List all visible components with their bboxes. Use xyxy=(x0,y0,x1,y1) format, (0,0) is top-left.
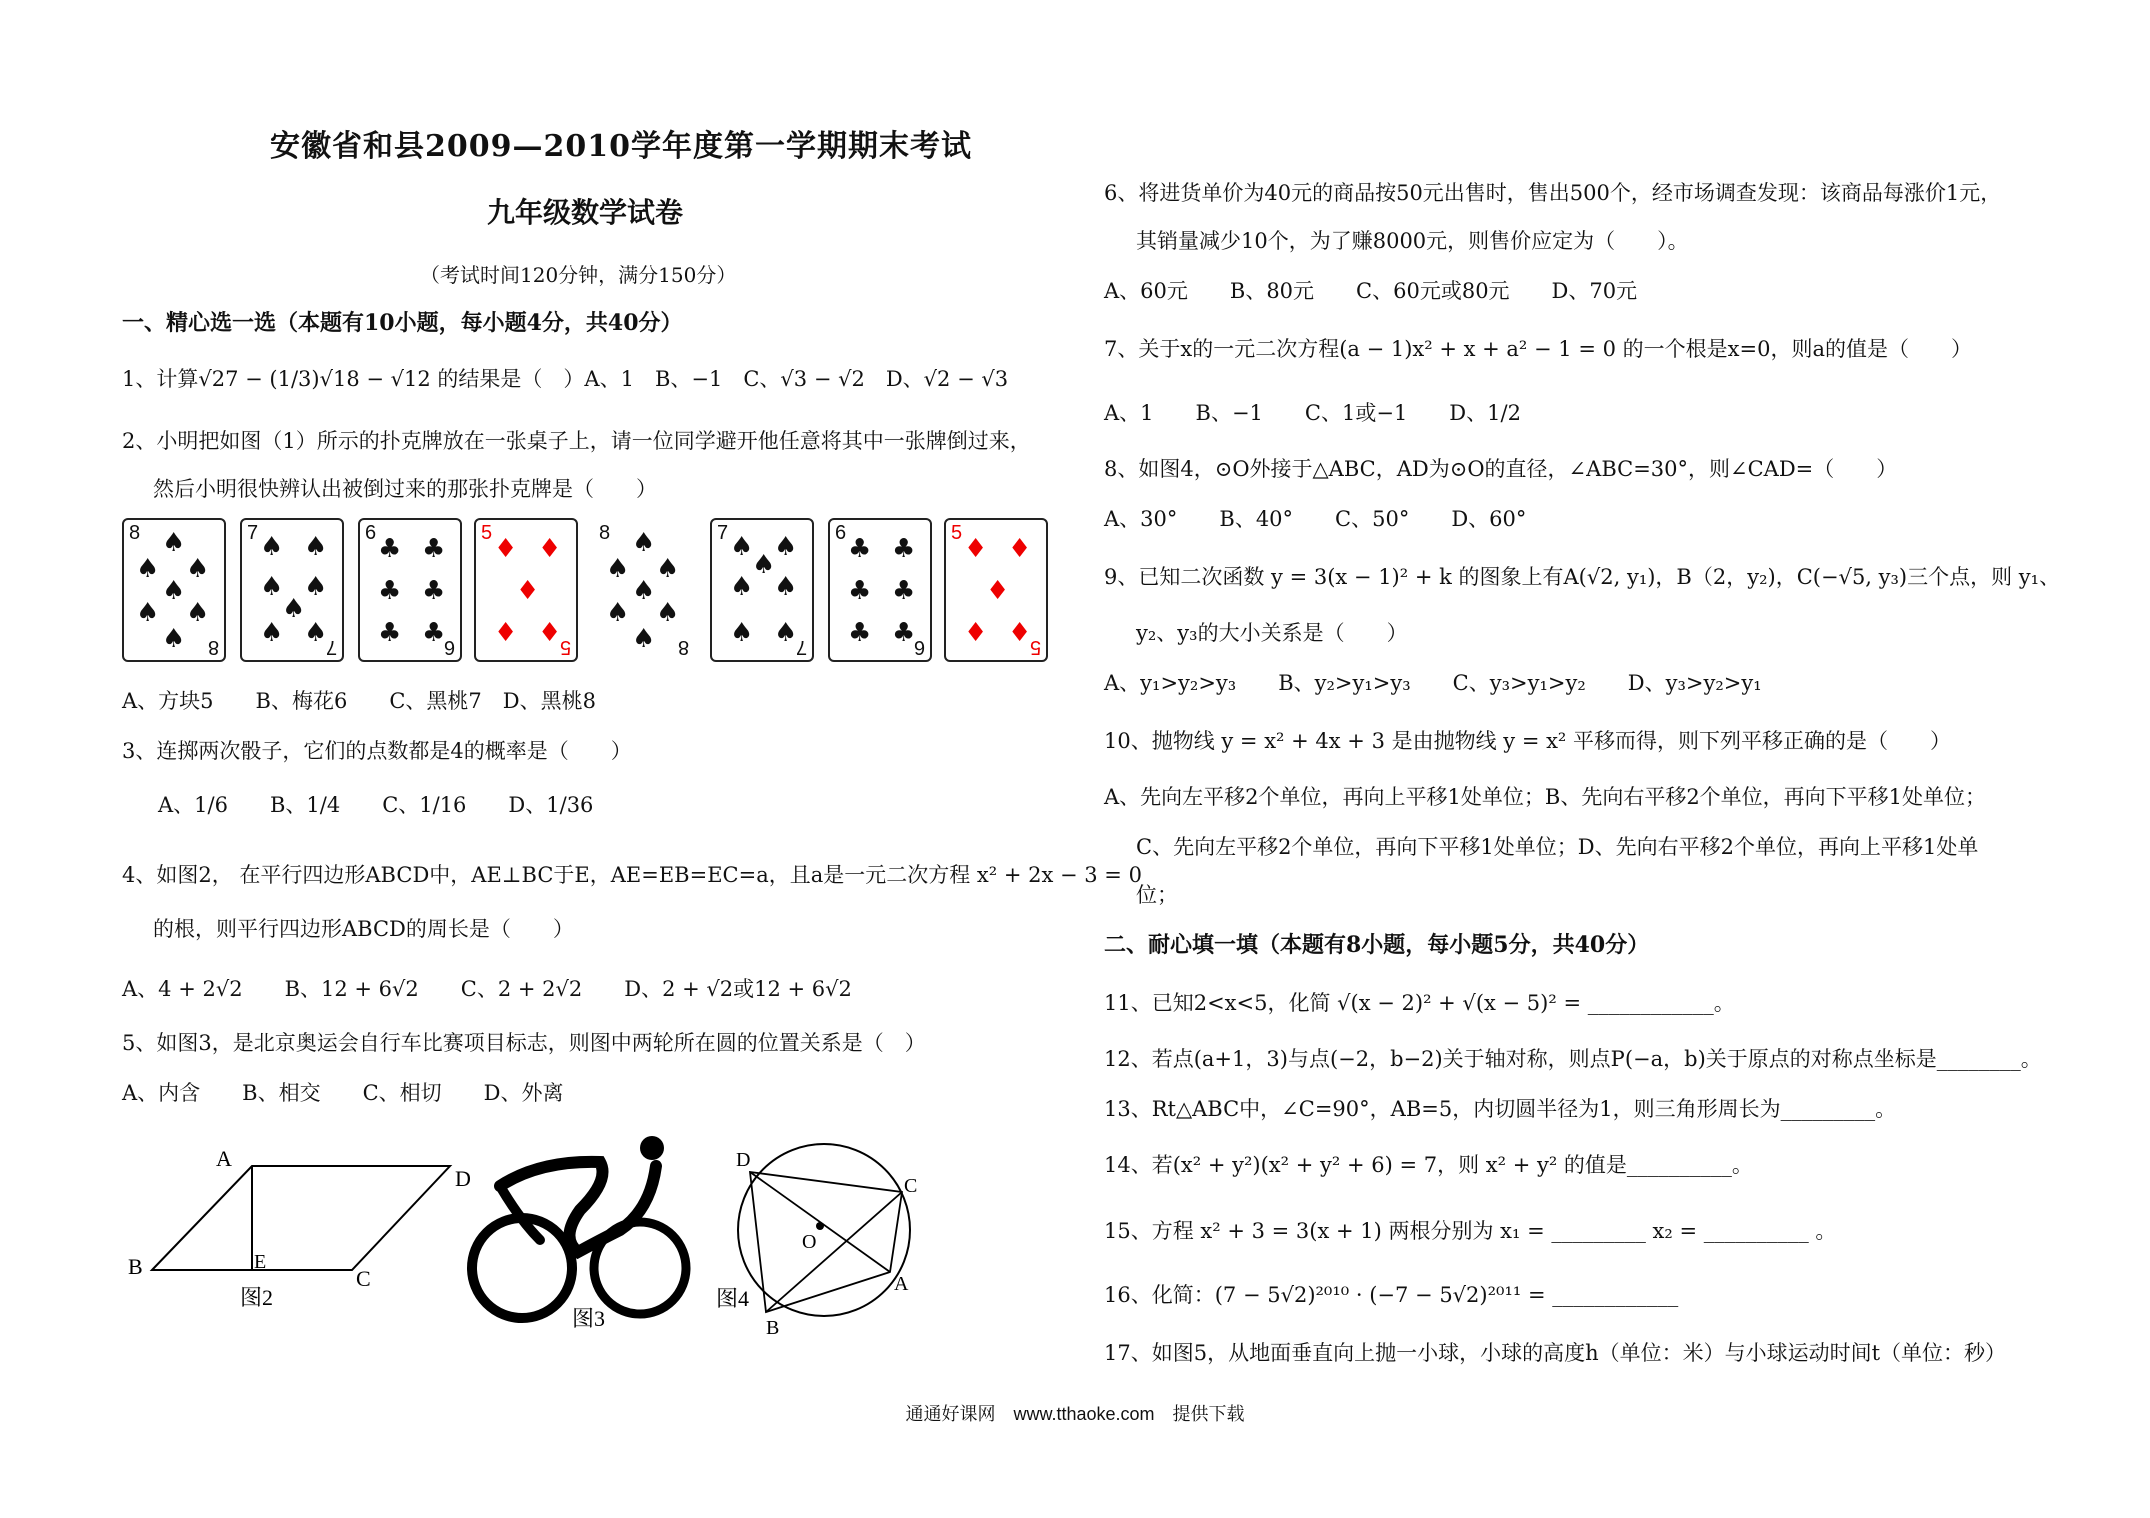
card-spade-7: 7 ♠ ♠ ♠ ♠ ♠ ♠ ♠ 7 xyxy=(240,518,344,662)
question-3-options: A、1/6 B、1/4 C、1/16 D、1/36 xyxy=(158,793,594,817)
spade-icon: ♠ xyxy=(304,532,328,562)
club-icon: ♣ xyxy=(378,534,402,564)
diamond-icon: ♦ xyxy=(516,576,540,606)
label-A: A xyxy=(894,1273,909,1295)
section-2-heading: 二、耐心填一填（本题有8小题，每小题5分，共40分） xyxy=(1104,932,1650,958)
label-C: C xyxy=(356,1266,371,1291)
exam-subtitle: 九年级数学试卷 xyxy=(487,196,684,229)
question-15: 15、方程 x² + 3 = 3(x + 1) 两根分别为 x₁ = _________ x₂ = __________ 。 xyxy=(1104,1219,1837,1243)
cyclist-body xyxy=(500,1162,656,1252)
question-7: 7、关于x的一元二次方程(a − 1)x² + x + a² − 1 = 0 的一个根是x=0，则a的值是（ ） xyxy=(1104,337,1972,361)
footer-source: 通通好课网 www.tthaoke.com 提供下载 xyxy=(905,1404,1245,1424)
question-1: 1、计算√27 − (1/3)√18 − √12 的结果是（ ）A、1 B、−1 C、√3 − √2 D、√2 − √3 xyxy=(122,367,1009,391)
question-10: 10、抛物线 y = x² + 4x + 3 是由抛物线 y = x² 平移而得，则下列平移正确的是（ ） xyxy=(1104,729,1952,753)
figure-4-circle xyxy=(712,1130,932,1340)
club-icon: ♣ xyxy=(378,576,402,606)
question-2-options: A、方块5 B、梅花6 C、黑桃7 D、黑桃8 xyxy=(122,689,596,713)
club-icon: ♣ xyxy=(848,576,872,606)
spade-icon: ♠ xyxy=(162,576,186,606)
question-9-line2: y₂、y₃的大小关系是（ ） xyxy=(1136,621,1408,645)
figure-2-caption: 图2 xyxy=(240,1285,274,1310)
spade-icon: ♠ xyxy=(260,572,284,602)
question-6-line2: 其销量减少10个，为了赚8000元，则售价应定为（ ）。 xyxy=(1136,229,1689,253)
front-wheel xyxy=(472,1218,572,1318)
question-16: 16、化简：(7 − 5√2)²⁰¹⁰ · (−7 − 5√2)²⁰¹¹ = ____________ xyxy=(1104,1283,1679,1307)
figure-2-parallelogram xyxy=(120,1140,480,1320)
club-icon: ♣ xyxy=(378,618,402,648)
spade-icon: ♠ xyxy=(774,618,798,648)
question-5: 5、如图3，是北京奥运会自行车比赛项目标志，则图中两轮所在圆的位置关系是（ ） xyxy=(122,1031,926,1055)
club-icon: ♣ xyxy=(892,618,916,648)
exam-title: 安徽省和县2009—2010学年度第一学期期末考试 xyxy=(270,129,972,164)
spade-icon: ♠ xyxy=(260,618,284,648)
club-icon: ♣ xyxy=(892,534,916,564)
club-icon: ♣ xyxy=(848,618,872,648)
label-O: O xyxy=(802,1231,817,1253)
label-D: D xyxy=(736,1149,751,1171)
diamond-icon: ♦ xyxy=(1008,534,1032,564)
diamond-icon: ♦ xyxy=(964,618,988,648)
label-B: B xyxy=(128,1254,143,1279)
question-3: 3、连掷两次骰子，它们的点数都是4的概率是（ ） xyxy=(122,739,632,763)
spade-icon: ♠ xyxy=(730,618,754,648)
card-spade-8-copy: 8 ♠ ♠ ♠ ♠ ♠ ♠ ♠ 8 xyxy=(592,518,696,662)
figure-4-caption: 图4 xyxy=(716,1286,750,1311)
question-12: 12、若点(a+1，3)与点(−2，b−2)关于轴对称，则点P(−a，b)关于原点的对称点坐标是________。 xyxy=(1104,1047,2042,1071)
spade-icon: ♠ xyxy=(730,572,754,602)
figure-3-caption: 图3 xyxy=(572,1306,606,1331)
question-17: 17、如图5，从地面垂直向上抛一小球，小球的高度h（单位：米）与小球运动时间t（单位：秒） xyxy=(1104,1341,2007,1365)
question-13: 13、Rt△ABC中，∠C=90°，AB=5，内切圆半径为1，则三角形周长为_________。 xyxy=(1104,1097,1897,1121)
label-E: E xyxy=(254,1251,267,1273)
diamond-icon: ♦ xyxy=(538,618,562,648)
spade-icon: ♠ xyxy=(606,598,630,628)
card-diamond-5-copy: 5 ♦ ♦ ♦ ♦ ♦ 5 xyxy=(944,518,1048,662)
spade-icon: ♠ xyxy=(186,598,210,628)
card-diamond-5: 5 ♦ ♦ ♦ ♦ ♦ 5 xyxy=(474,518,578,662)
question-9-line1: 9、已知二次函数 y = 3(x − 1)² + k 的图象上有A(√2, y₁)，B（2，y₂)，C(−√5, y₃)三个点，则 y₁、 xyxy=(1104,565,2061,589)
diamond-icon: ♦ xyxy=(494,618,518,648)
question-4-line1: 4、如图2， 在平行四边形ABCD中，AE⊥BC于E，AE=EB=EC=a，且a是一元二次方程 x² + 2x − 3 = 0 xyxy=(122,863,1142,887)
section-1-heading: 一、精心选一选（本题有10小题，每小题4分，共40分） xyxy=(122,310,683,336)
question-7-options: A、1 B、−1 C、1或−1 D、1/2 xyxy=(1104,401,1521,425)
question-5-options: A、内含 B、相交 C、相切 D、外离 xyxy=(122,1081,564,1105)
card-club-6: 6 ♣ ♣ ♣ ♣ ♣ ♣ 6 xyxy=(358,518,462,662)
parallelogram-shape xyxy=(152,1166,450,1270)
label-A: A xyxy=(216,1146,232,1171)
spade-icon: ♠ xyxy=(632,624,656,654)
spade-icon: ♠ xyxy=(606,554,630,584)
diamond-icon: ♦ xyxy=(986,576,1010,606)
question-4-options: A、4 + 2√2 B、12 + 6√2 C、2 + 2√2 D、2 + √2或12 + 6√2 xyxy=(122,977,852,1001)
club-icon: ♣ xyxy=(422,534,446,564)
center-point xyxy=(816,1222,824,1230)
diamond-icon: ♦ xyxy=(538,534,562,564)
spade-icon: ♠ xyxy=(162,528,186,558)
club-icon: ♣ xyxy=(892,576,916,606)
spade-icon: ♠ xyxy=(774,572,798,602)
question-8: 8、如图4，⊙O外接于△ABC，AD为⊙O的直径，∠ABC=30°，则∠CAD=（ ） xyxy=(1104,457,1898,481)
spade-icon: ♠ xyxy=(136,598,160,628)
club-icon: ♣ xyxy=(422,618,446,648)
spade-icon: ♠ xyxy=(632,576,656,606)
diamond-icon: ♦ xyxy=(494,534,518,564)
question-8-options: A、30° B、40° C、50° D、60° xyxy=(1104,507,1527,531)
question-9-options: A、y₁>y₂>y₃ B、y₂>y₁>y₃ C、y₃>y₁>y₂ D、y₃>y₂>y₁ xyxy=(1104,671,1762,695)
label-C: C xyxy=(904,1175,918,1197)
spade-icon: ♠ xyxy=(136,554,160,584)
card-spade-8: 8 ♠ ♠ ♠ ♠ ♠ ♠ ♠ 8 xyxy=(122,518,226,662)
question-14: 14、若(x² + y²)(x² + y² + 6) = 7，则 x² + y² 的值是__________。 xyxy=(1104,1153,1753,1177)
spade-icon: ♠ xyxy=(774,532,798,562)
figure-3-cyclist-logo xyxy=(460,1120,720,1340)
diamond-icon: ♦ xyxy=(964,534,988,564)
spade-icon: ♠ xyxy=(752,550,776,580)
question-10-options-line1: A、先向左平移2个单位，再向上平移1处单位；B、先向右平移2个单位，再向下平移1处单位； xyxy=(1104,785,1987,809)
question-11: 11、已知2<x<5，化简 √(x − 2)² + √(x − 5)² = ____________。 xyxy=(1104,991,1735,1015)
question-6-options: A、60元 B、80元 C、60元或80元 D、70元 xyxy=(1104,279,1638,303)
card-club-6-copy: 6 ♣ ♣ ♣ ♣ ♣ ♣ 6 xyxy=(828,518,932,662)
label-D: D xyxy=(455,1166,471,1191)
club-icon: ♣ xyxy=(422,576,446,606)
question-2-line2: 然后小明很快辨认出被倒过来的那张扑克牌是（ ） xyxy=(153,477,657,501)
spade-icon: ♠ xyxy=(656,598,680,628)
label-B: B xyxy=(766,1317,780,1339)
club-icon: ♣ xyxy=(848,534,872,564)
cyclist-helmet xyxy=(640,1136,664,1160)
spade-icon: ♠ xyxy=(304,618,328,648)
spade-icon: ♠ xyxy=(260,532,284,562)
spade-icon: ♠ xyxy=(282,594,306,624)
question-10-options-line3: 位； xyxy=(1136,883,1178,907)
question-6-line1: 6、将进货单价为40元的商品按50元出售时，售出500个，经市场调查发现：该商品每涨价1元， xyxy=(1104,181,2002,205)
quadrilateral-DCAB xyxy=(750,1172,902,1312)
spade-icon: ♠ xyxy=(162,624,186,654)
question-4-line2: 的根，则平行四边形ABCD的周长是（ ） xyxy=(153,917,574,941)
cyclist-arm xyxy=(500,1186,540,1240)
diamond-icon: ♦ xyxy=(1008,618,1032,648)
exam-note: （考试时间120分钟，满分150分） xyxy=(420,263,737,287)
spade-icon: ♠ xyxy=(304,572,328,602)
card-spade-7-copy: 7 ♠ ♠ ♠ ♠ ♠ ♠ ♠ 7 xyxy=(710,518,814,662)
question-10-options-line2: C、先向左平移2个单位，再向下平移1处单位；D、先向右平移2个单位，再向上平移1处单 xyxy=(1136,835,1979,859)
spade-icon: ♠ xyxy=(730,532,754,562)
spade-icon: ♠ xyxy=(186,554,210,584)
spade-icon: ♠ xyxy=(656,554,680,584)
question-2-line1: 2、小明把如图（1）所示的扑克牌放在一张桌子上，请一位同学避开他任意将其中一张牌倒过来， xyxy=(122,429,1031,453)
spade-icon: ♠ xyxy=(632,528,656,558)
